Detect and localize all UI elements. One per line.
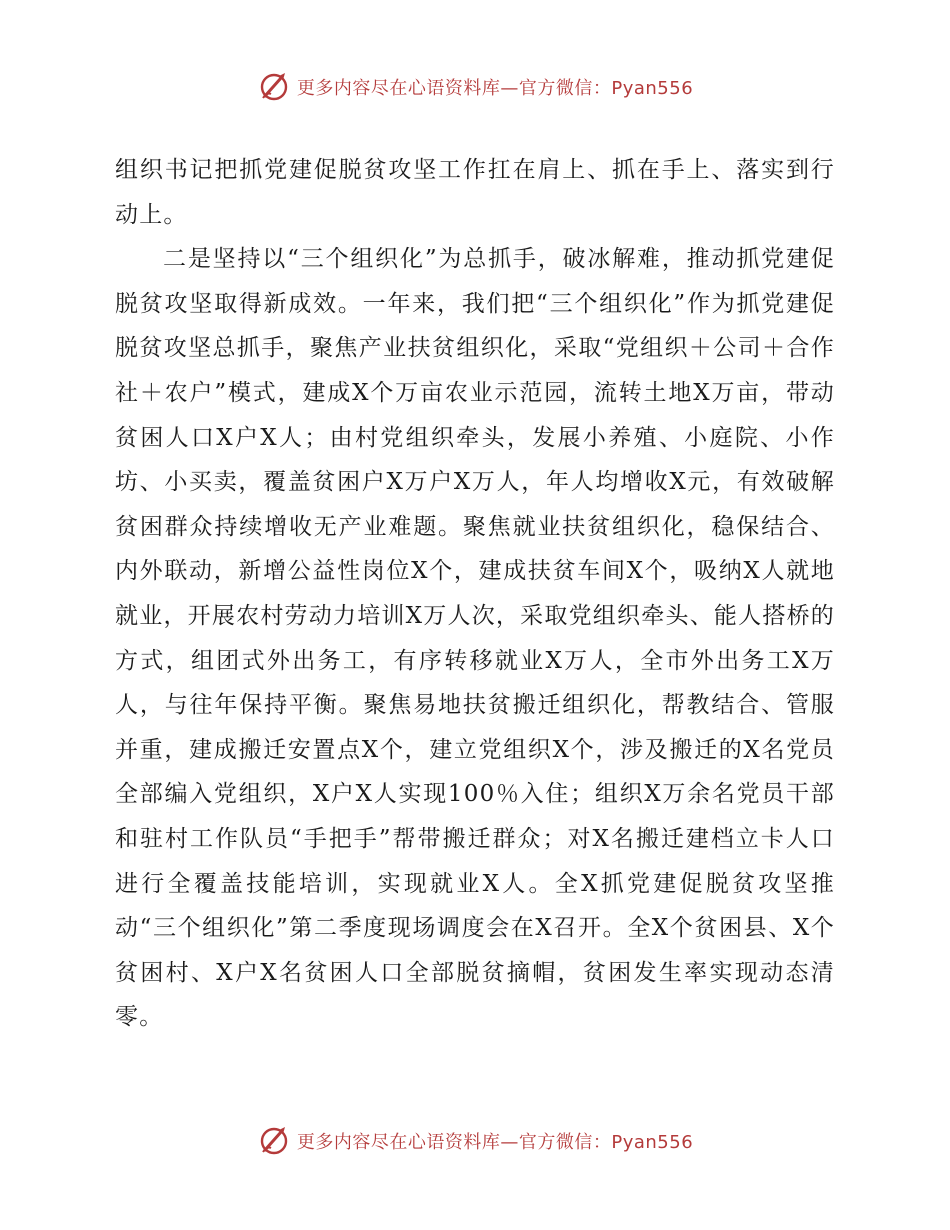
header-banner — [0, 70, 950, 104]
document-body — [115, 148, 835, 1040]
paragraph-2: 二是坚持以“三个组织化”为总抓手，破冰解难，推动抓党建促脱贫攻坚取得新成效。一年来，我们把“三个组织化”作为抓党建促脱贫攻坚总抓手，聚焦产业扶贫组织化，采取“党组织＋公司＋合作社＋农户”模式，建成X个万亩农业示范园，流转土地X万亩，带动贫困人口X户X人；由村党组织牵头，发展小养殖、小庭院、小作坊、小买卖，覆盖贫困户X万户X万人，年人均增收X元，有效破解贫困群众持续增收无产业难题。聚焦就业扶贫组织化，稳保结合、内外联动，新增公益性岗位X个，建成扶贫车间X个，吸纳X人就地就业，开展农村劳动力培训X万人次，采取党组织牵头、能人搭桥的方式，组团式外出务工，有序转移就业X万人，全市外出务工X万人，与往年保持平衡。聚焦易地扶贫搬迁组织化，帮教结合、管服并重，建成搬迁安置点X个，建立党组织X个，涉及搬迁的X名党员全部编入党组织，X户X人实现100％入住；组织X万余名党员干部和驻村工作队员“手把手”帮带搬迁群众；对X名搬迁建档立卡人口进行全覆盖技能培训，实现就业X人。全X抓党建促脱贫攻坚推动“三个组织化”第二季度现场调度会在X召开。全X个贫困县、X个贫困村、X户X名贫困人口全部脱贫摘帽，贫困发生率实现动态清零。 — [115, 246, 835, 1031]
header-banner-text: 更多内容尽在心语资料库—官方微信：Pyan556 — [296, 78, 694, 99]
footer-banner — [0, 1124, 950, 1158]
paragraph-1: 组织书记把抓党建促脱贫攻坚工作扛在肩上、抓在手上、落实到行动上。 — [115, 157, 835, 228]
pen-seal-icon — [257, 70, 291, 104]
footer-banner-text: 更多内容尽在心语资料库—官方微信：Pyan556 — [296, 1132, 694, 1153]
pen-seal-icon — [257, 1124, 291, 1158]
